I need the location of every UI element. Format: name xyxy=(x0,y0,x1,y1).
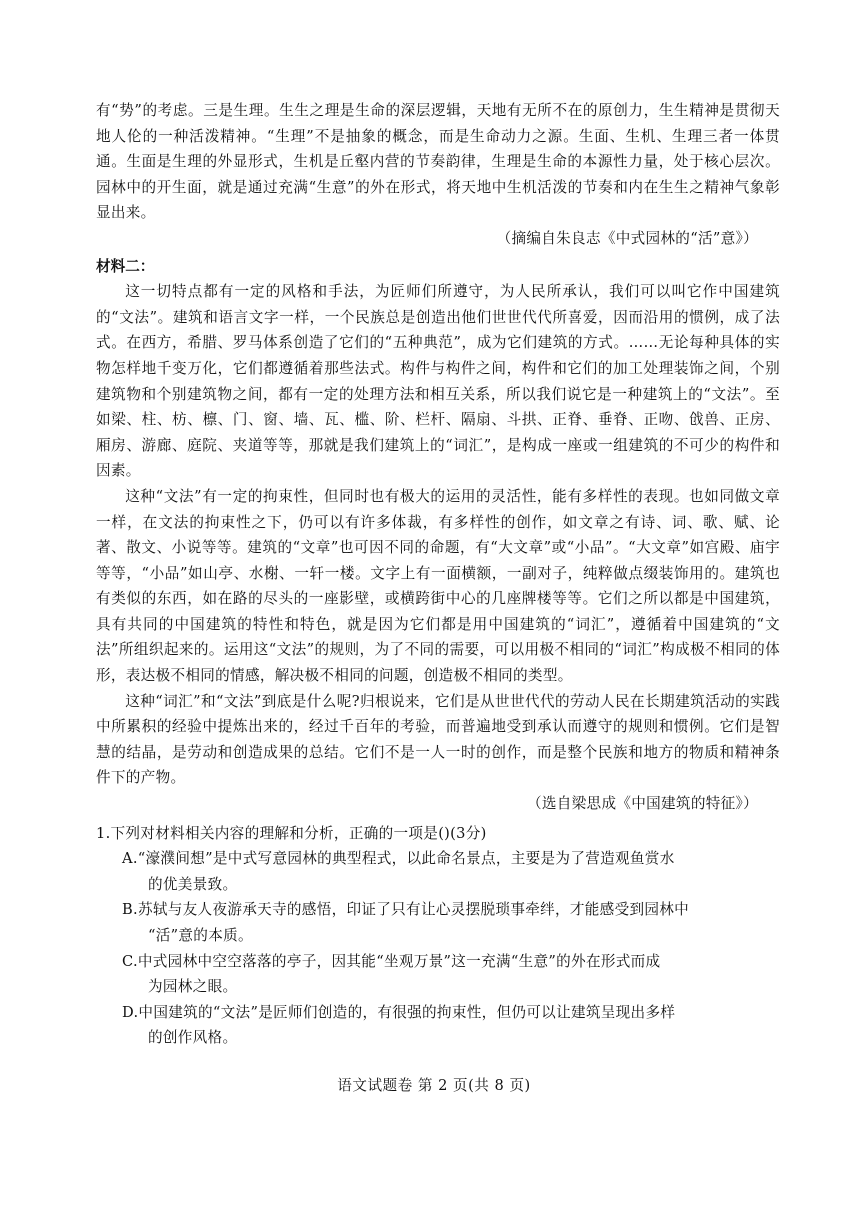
option-line-continued: 的优美景致。 xyxy=(148,875,238,893)
option-text: “濠濮间想”是中式写意园林的典型程式，以此命名景点，主要是为了营造观鱼赏水 xyxy=(137,850,675,868)
option-text: 中式园林中空空落落的亭子，因其能“坐观万景”这一充满“生意”的外在形式而成 xyxy=(137,952,661,970)
material1-tail-paragraph: 有“势”的考虑。三是生理。生生之理是生命的深层逻辑，天地有无所不在的原创力，生生精神是贯彻天地人伦的一种活泼精神。“生理”不是抽象的概念，而是生命动力之源。生面、生机、生理三者一体贯通。生面是生理的外显形式，生机是丘壑内营的节奏韵律，生理是生命的本源性力量，处于核心层次。园林中的开生面，就是通过充满“生意”的外在形式，将天地中生机活泼的节奏和内在生生之精神气象彰显出来。 xyxy=(96,102,780,222)
option-text: 苏轼与友人夜游承天寺的感悟，印证了只有让心灵摆脱琐事牵绊，才能感受到园林中 xyxy=(137,901,690,919)
option-line-continued: “活”意的本质。 xyxy=(148,927,253,944)
question-option-b xyxy=(96,897,780,948)
material2-citation: （选自梁思成《中国建筑的特征》） xyxy=(526,795,758,813)
option-line-continued: 为园林之眼。 xyxy=(148,978,238,996)
material2-paragraph: 这种“文法”有一定的拘束性，但同时也有极大的运用的灵活性，能有多样性的表现。也如同做文章一样，在文法的拘束性之下，仍可以有许多体裁，有多样性的创作，如文章之有诗、词、歌、赋、论著、散文、小说等等。建筑的“文章”也可因不同的命题，有“大文章”或“小品”。“大文章”如宫殿、庙宇等等，“小品”如山亭、水榭、一轩一楼。文字上有一面横额，一副对子，纯粹做点缀装饰用的。建筑也有类似的东西，如在路的尽头的一座影壁，或横跨街中心的几座牌楼等等。它们之所以都是中国建筑，具有共同的中国建筑的特性和特色，就是因为它们都是用中国建筑的“词汇”，遵循着中国建筑的“文法”所组织起来的。运用这“文法”的规则，为了不同的需要，可以用极不相同的“词汇”构成极不相同的体形，表达极不相同的情感，解决极不相同的问题，创造极不相同的类型。 xyxy=(96,487,780,685)
option-line xyxy=(122,949,780,975)
option-text: 中国建筑的“文法”是匠师们创造的，有很强的拘束性，但仍可以让建筑呈现出多样 xyxy=(138,1003,676,1021)
option-label: D. xyxy=(122,1003,139,1021)
material2-paragraph: 这种“词汇”和“文法”到底是什么呢?归根说来，它们是从世世代代的劳动人民在长期建筑活动的实践中所累积的经验中提炼出来的，经过千百年的考验，而普遍地受到承认而遵守的规则和惯例。它们是智慧的结晶，是劳动和创造成果的总结。它们不是一人一时的创作，而是整个民族和地方的物质和精神条件下的产物。 xyxy=(96,692,780,787)
exam-page-body xyxy=(96,98,780,1051)
option-line xyxy=(122,897,780,923)
page-footer: 语文试题卷 第 2 页(共 8 页) xyxy=(337,1077,531,1094)
question-option-c xyxy=(96,949,780,1000)
option-line xyxy=(122,846,780,872)
material1-citation: （摘编自朱良志《中式园林的“活”意》） xyxy=(496,229,758,247)
question-stem: 1.下列对材料相关内容的理解和分析，正确的一项是()(3分) xyxy=(96,824,487,842)
option-label: C. xyxy=(122,952,138,970)
option-label: A. xyxy=(122,850,138,868)
question-option-d xyxy=(96,1000,780,1051)
material2-paragraph: 这一切特点都有一定的风格和手法，为匠师们所遵守，为人民所承认，我们可以叫它作中国建筑的“文法”。建筑和语言文字一样，一个民族总是创造出他们世世代代所喜爱，因而沿用的惯例，成了法式。在西方，希腊、罗马体系创造了它们的“五种典范”，成为它们建筑的方式。……无论每种具体的实物怎样地千变万化，它们都遵循着那些法式。构件与构件之间，构件和它们的加工处理装饰之间，个别建筑物和个别建筑物之间，都有一定的处理方法和相互关系，所以我们说它是一种建筑上的“文法”。至如梁、柱、枋、檩、门、窗、墙、瓦、槛、阶、栏杆、隔扇、斗拱、正脊、垂脊、正吻、戗兽、正房、厢房、游廊、庭院、夹道等等，那就是我们建筑上的“词汇”，是构成一座或一组建筑的不可少的构件和因素。 xyxy=(96,283,780,480)
option-line-continued: 的创作风格。 xyxy=(148,1029,238,1047)
question-option-a xyxy=(96,846,780,897)
material2-heading: 材料二： xyxy=(96,257,155,275)
option-label: B. xyxy=(122,901,138,919)
option-line xyxy=(122,1000,780,1026)
